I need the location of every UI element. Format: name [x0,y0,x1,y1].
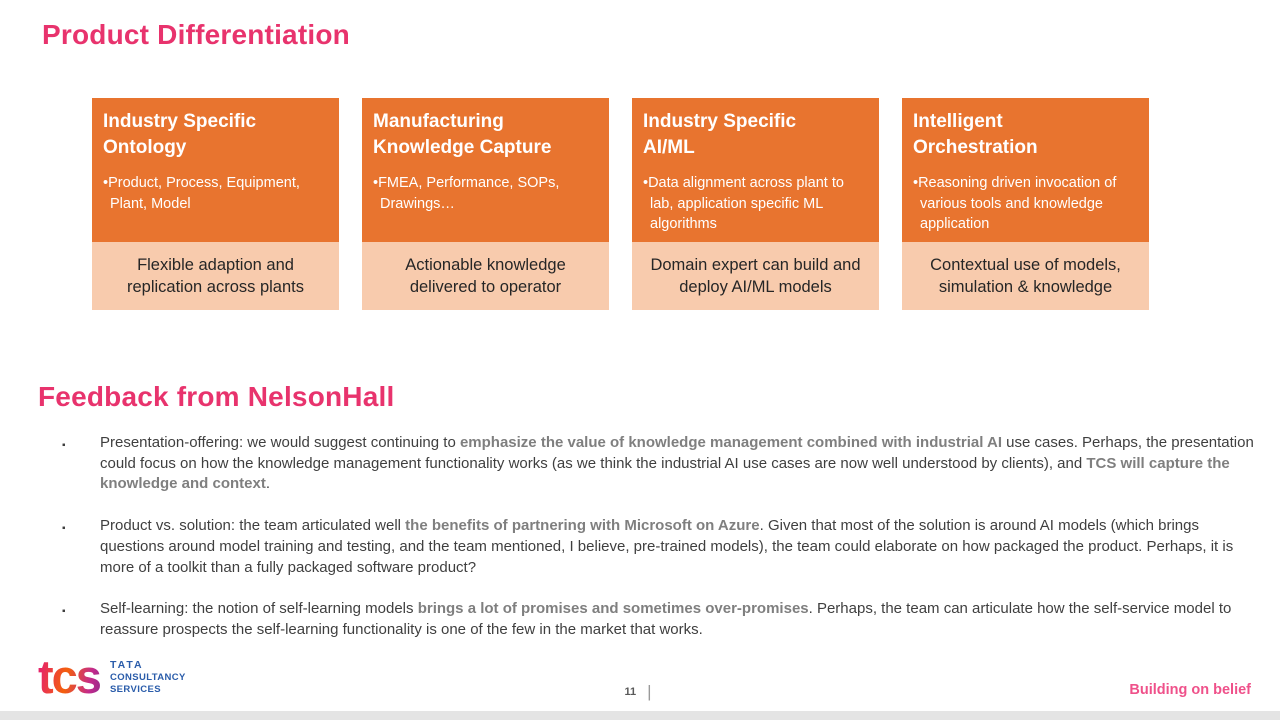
feature-card-header [902,98,1149,242]
brand-tagline: Building on belief [1129,682,1251,698]
page-number: 11 [624,686,637,698]
square-bullet-icon: ▪ [62,606,66,618]
feedback-item [62,599,1258,640]
feature-card-header [632,98,879,242]
card-footer: Contextual use of models, simulation & knowledge [902,242,1149,310]
logo-line-services: SERVICES [109,683,162,695]
card-bullet: •Data alignment across plant to lab, application specific ML algorithms [643,175,844,232]
bottom-strip [0,711,1280,720]
card-title: Industry Specific Ontology [103,111,257,158]
logo-company-name [110,659,186,696]
feature-card [632,98,879,310]
feature-card-header [92,98,339,242]
card-title: Intelligent Orchestration [913,111,1038,158]
feature-card-header [362,98,609,242]
feature-card [902,98,1149,310]
tcs-logo [38,650,186,703]
card-bullet: •FMEA, Performance, SOPs, Drawings… [373,175,560,212]
card-title: Manufacturing Knowledge Capture [373,111,552,158]
page-number-divider: | [647,682,652,701]
card-bullet: •Product, Process, Equipment, Plant, Model [103,175,300,212]
differentiation-cards [92,98,1149,310]
feedback-item [62,516,1258,578]
square-bullet-icon: ▪ [62,523,66,535]
tcs-logo-mark: tcs [38,654,110,700]
feedback-item [62,433,1258,495]
square-bullet-icon: ▪ [62,440,66,451]
card-bullet: •Reasoning driven invocation of various tools and knowledge application [913,175,1117,232]
logo-line-tata: TATA [109,658,144,671]
card-footer: Domain expert can build and deploy AI/ML models [632,242,879,310]
page-number-area [598,682,678,702]
feedback-title: Feedback from NelsonHall [38,381,395,412]
feedback-list [62,433,1258,662]
card-title: Industry Specific AI/ML [643,111,797,158]
feedback-item-text: Presentation-offering: we would suggest continuing to emphasize the value of knowledge management combined with industrial AI use cases. Perhaps, the presentation could focus on how the knowledge management functionality works (as we think the industrial AI use cases are now well understood by clients), and TCS will capture the knowledge and context. [100,434,1254,493]
feature-card [92,98,339,310]
feature-card [362,98,609,310]
card-footer: Flexible adaption and replication across plants [92,242,339,310]
feedback-item-text: Product vs. solution: the team articulated well the benefits of partnering with Microsoft on Azure. Given that most of the solution is around AI models (which brings questions around model training and testing, and the team mentioned, I believe, pre-trained models), the team could elaborate on how packaged the product. Perhaps, it is more of a toolkit than a fully packaged software product? [100,517,1234,576]
logo-line-consultancy: CONSULTANCY [109,671,186,683]
feedback-item-text: Self-learning: the notion of self-learning models brings a lot of promises and sometimes over-promises. Perhaps, the team can articulate how the self-service model to reassure prospects the self-learning functionality is one of the few in the market that works. [100,600,1232,638]
card-footer: Actionable knowledge delivered to operator [362,242,609,310]
page-title: Product Differentiation [42,19,350,50]
